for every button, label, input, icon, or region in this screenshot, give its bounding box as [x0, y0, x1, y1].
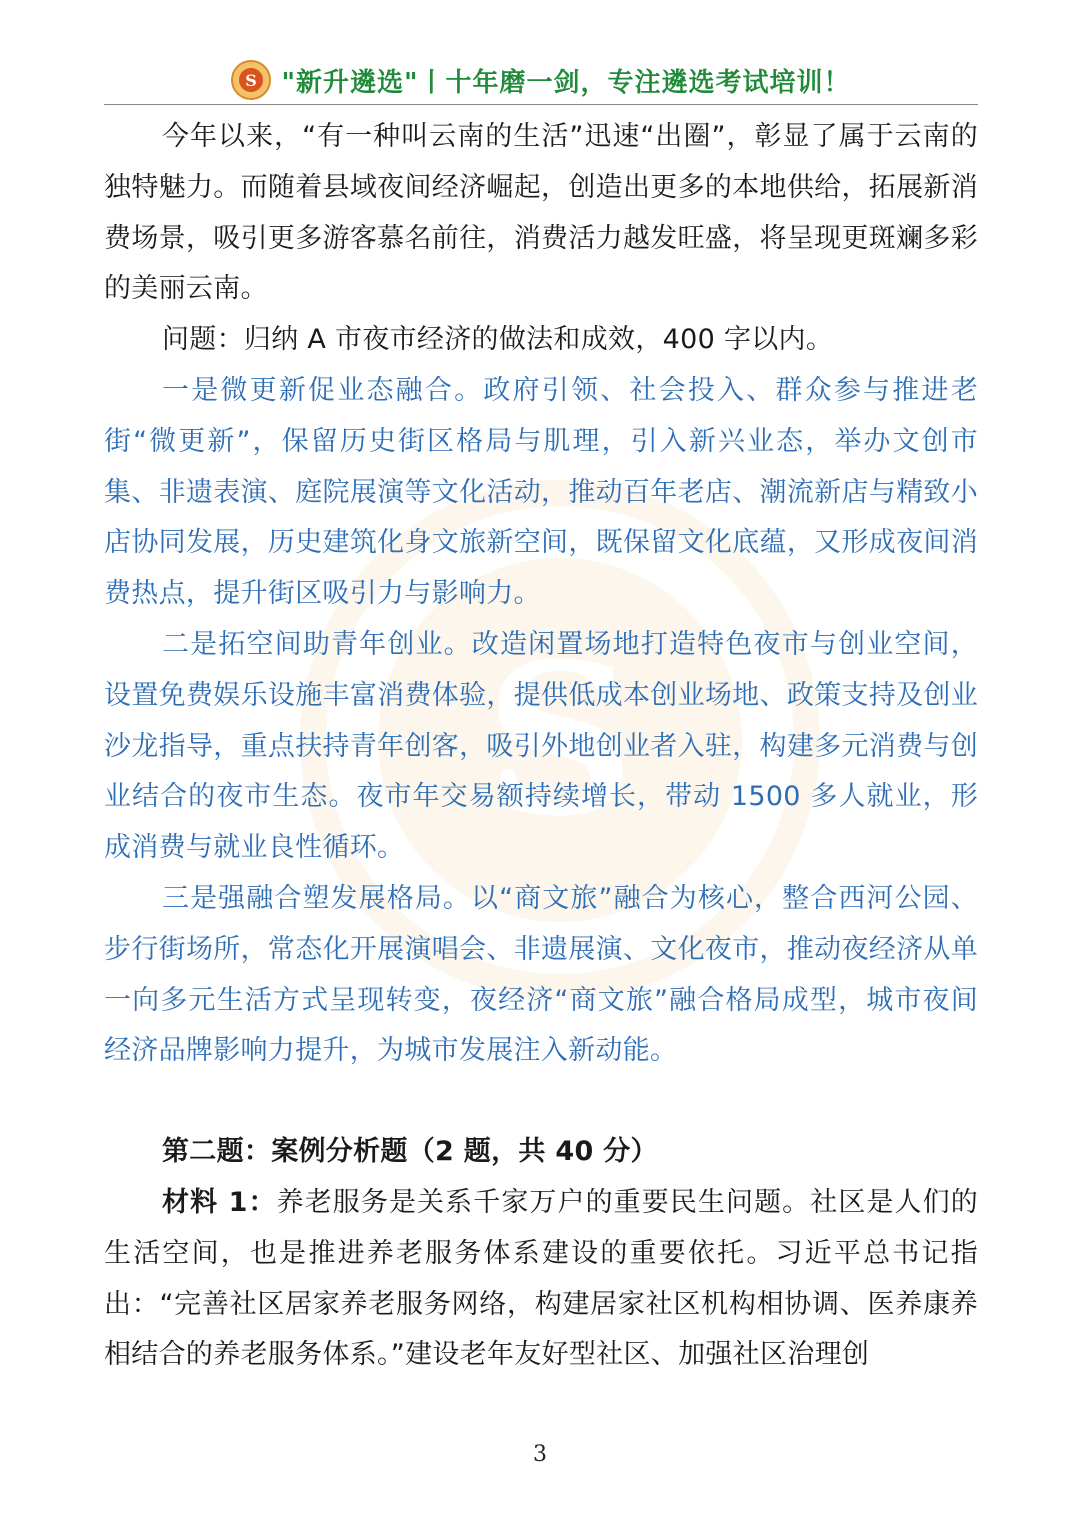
- material-1-paragraph: [104, 1178, 978, 1381]
- material-1-label: 材料 1：: [162, 1186, 277, 1218]
- intro-paragraph: 今年以来，“有一种叫云南的生活”迅速“出圈”，彰显了属于云南的独特魅力。而随着县域夜间经济崛起，创造出更多的本地供给，拓展新消费场景，吸引更多游客慕名前往，消费活力越发旺盛，将呈现更斑斓多彩的美丽云南。: [104, 121, 978, 305]
- page-number: 3: [533, 1442, 547, 1467]
- answer-point-3: 三是强融合塑发展格局。以“商文旅”融合为核心，整合西河公园、步行街场所，常态化开展演唱会、非遗展演、文化夜市，推动夜经济从单一向多元生活方式呈现转变，夜经济“商文旅”融合格局成型，城市夜间经济品牌影响力提升，为城市发展注入新动能。: [104, 882, 978, 1067]
- exam-training-logo-icon: [231, 60, 271, 100]
- answer-point-2: 二是拓空间助青年创业。改造闲置场地打造特色夜市与创业空间，设置免费娱乐设施丰富消费体验，提供低成本创业场地、政策支持及创业沙龙指导，重点扶持青年创客，吸引外地创业者入驻，构建多元消费与创业结合的夜市生态。夜市年交易额持续增长，带动 1500 多人就业，形成消费与就业良性循环。: [104, 628, 978, 864]
- document-body: [104, 112, 978, 1381]
- section2-heading: 第二题：案例分析题（2 题，共 40 分）: [162, 1136, 658, 1168]
- page-header: [104, 56, 978, 105]
- svg-text:S: S: [484, 618, 636, 863]
- material-1-text: 养老服务是关系千家万户的重要民生问题。社区是人们的生活空间，也是推进养老服务体系建设的重要依托。习近平总书记指出：“完善社区居家养老服务网络，构建居家社区机构相协调、医养康养相结合的养老服务体系。”建设老年友好型社区、加强社区治理创: [104, 1186, 979, 1371]
- header-slogan: "新升遴选"丨十年磨一剑，专注遴选考试培训！: [281, 67, 851, 98]
- section-spacer: [104, 1077, 978, 1127]
- answer-point-1: 一是微更新促业态融合。政府引领、社会投入、群众参与推进老街“微更新”，保留历史街区格局与肌理，引入新兴业态，举办文创市集、非遗表演、庭院展演等文化活动，推动百年老店、潮流新店与精致小店协同发展，历史建筑化身文旅新空间，既保留文化底蕴，又形成夜间消费热点，提升街区吸引力与影响力。: [104, 374, 978, 610]
- question-paragraph: 问题：归纳 A 市夜市经济的做法和成效，400 字以内。: [162, 324, 834, 356]
- svg-text:S: S: [245, 71, 258, 90]
